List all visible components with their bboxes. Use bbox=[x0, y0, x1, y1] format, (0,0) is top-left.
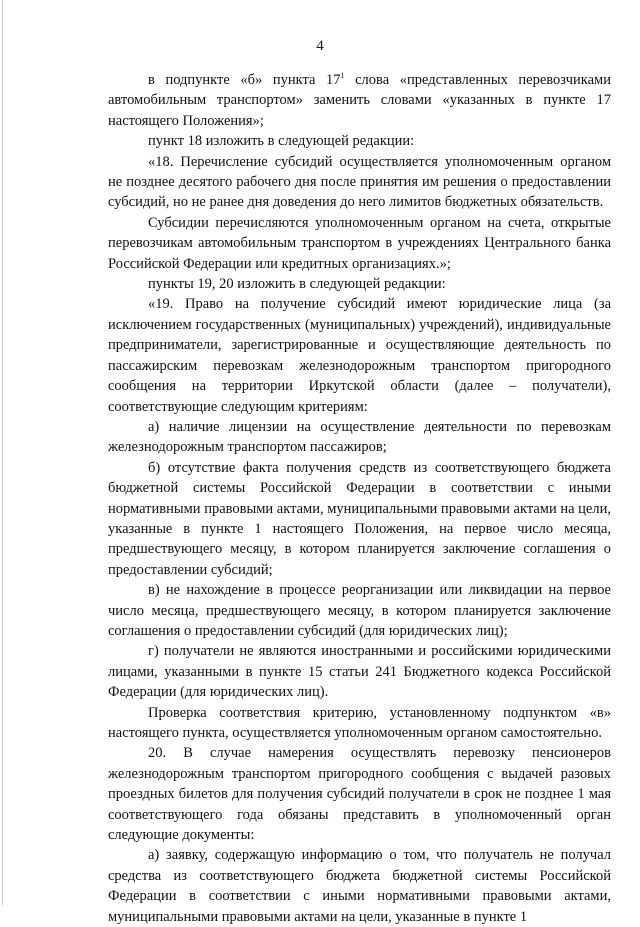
paragraph-doc-a: а) заявку, содержащую информацию о том, что получатель не получал средства из соответствующего бюджета бюджетной системы Российской Федерации в соответствии с иными нормативными правовыми актами, муниципальными правовыми актами на цели, указанные в пункте 1 bbox=[108, 847, 611, 925]
paragraph-items-19-20-intro: пункты 19, 20 изложить в следующей редакции: bbox=[148, 276, 446, 293]
superscript: 1 bbox=[340, 71, 345, 80]
paragraph-item-18-intro: пункт 18 изложить в следующей редакции: bbox=[148, 133, 415, 150]
paragraph-item-19: «19. Право на получение субсидий имеют юридические лица (за исключением государственных (муниципальных) учреждений), индивидуальные предприниматели, зарегистрированные и осуществляющие деятельность по пассажирским перевозкам железнодорожным транспортом пригородного сообщения на территории Иркутской области (далее – получатели), соответствующие следующим критериям: bbox=[108, 296, 611, 415]
paragraph-criterion-a: а) наличие лицензии на осуществление деятельности по перевозкам железнодорожным транспортом пассажиров; bbox=[108, 418, 611, 456]
document-body bbox=[108, 70, 611, 927]
paragraph-item-20: 20. В случае намерения осуществлять перевозку пенсионеров железнодорожным транспортом пригородного сообщения с выдачей разовых проездных билетов для получения субсидий получатели в срок не позднее 1 мая соответствующего года обязаны представить в уполномоченный орган следующие документы: bbox=[108, 745, 611, 844]
paragraph-text-cont: слова «представленных перевозчиками автомобильным транспортом» заменить словами «указанных в пункте 17 настоящего Положения»; bbox=[108, 72, 611, 129]
paragraph-criterion-b: б) отсутствие факта получения средств из соответствующего бюджета бюджетной системы Российской Федерации в соответствии с иными нормативными правовыми актами, муниципальными правовыми актами на цели, указанные в пункте 1 настоящего Положения, на первое число месяца, предшествующего месяцу, в котором планируется заключение соглашения о предоставлении субсидий; bbox=[108, 459, 611, 578]
paragraph-subpoint-b bbox=[108, 70, 611, 131]
paragraph-item-18: «18. Перечисление субсидий осуществляется уполномоченным органом не позднее десятого рабочего дня после принятия им решения о предоставлении субсидий, но не ранее дня доведения до него лимитов бюджетных обязательств. bbox=[108, 153, 611, 211]
paragraph-verification: Проверка соответствия критерию, установленному подпунктом «в» настоящего пункта, осуществляется уполномоченным органом самостоятельно. bbox=[108, 704, 611, 741]
paragraph-criterion-g: г) получатели не являются иностранными и российскими юридическими лицами, указанными в пункте 15 статьи 241 Бюджетного кодекса Российской Федерации (для юридических лиц). bbox=[108, 643, 611, 701]
paragraph-subsidies-transfer: Субсидии перечисляются уполномоченным органом на счета, открытые перевозчикам автомобильным транспортом в учреждениях Центрального банка Российской Федерации или кредитных организациях.»; bbox=[108, 214, 611, 272]
paragraph-text: в подпункте «б» пункта 17 bbox=[148, 72, 341, 88]
page-edge-line bbox=[2, 0, 3, 905]
paragraph-criterion-v: в) не нахождение в процессе реорганизации или ликвидации на первое число месяца, предшествующего месяцу, в котором планируется заключение соглашения о предоставлении субсидий (для юридических лиц); bbox=[108, 582, 611, 639]
page-number: 4 bbox=[316, 38, 324, 54]
